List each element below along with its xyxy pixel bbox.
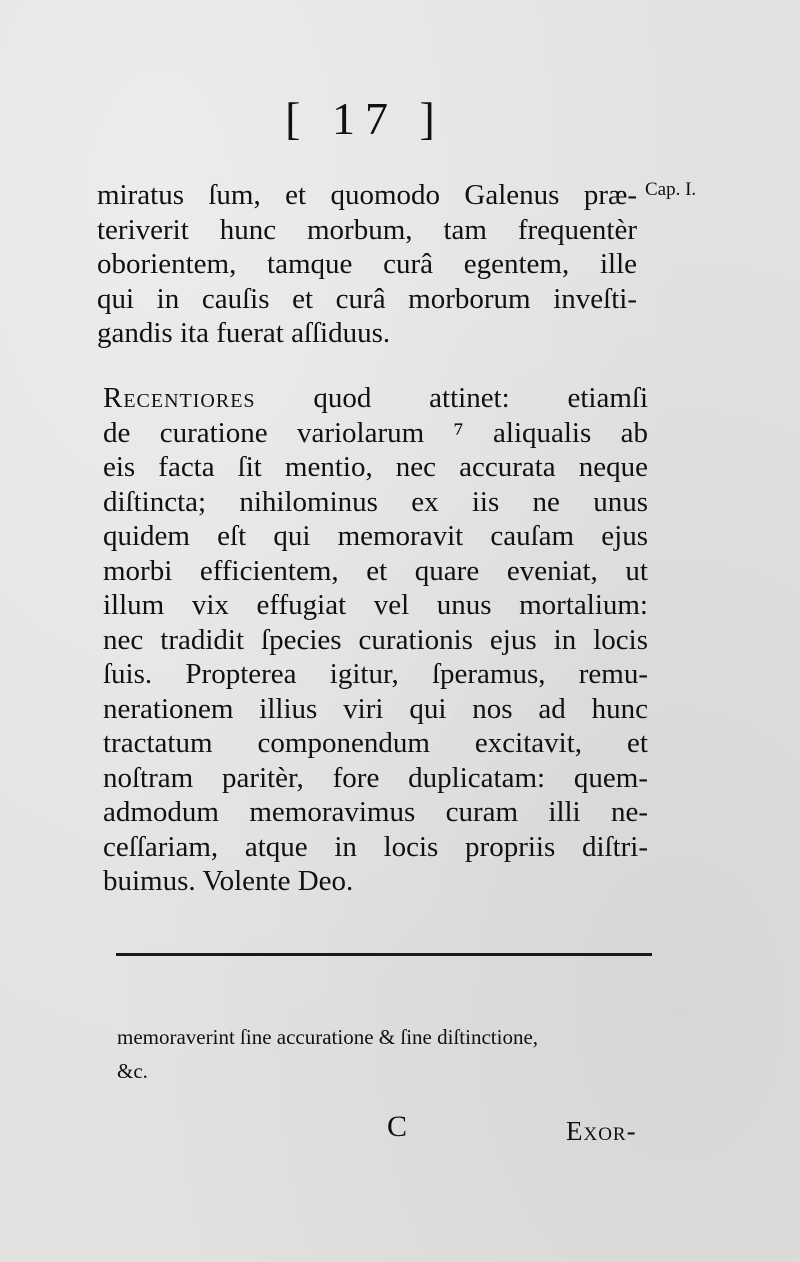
text-line: buimus. Volente Deo. [103,865,354,897]
text-line: illum vix effugiat vel unus mortalium: [103,589,648,621]
signature-mark: C [387,1110,408,1143]
text-line: noſtram paritèr, fore duplicatam: quem- [103,761,648,794]
text-line: oborientem, tamque curâ egentem, ille [97,248,637,280]
footnote-line: memoraverint ſine accuratione & ſine diſtinctione, [117,1025,539,1049]
text-line: de curatione variolarum ⁷ aliqualis ab [103,416,648,449]
text-line: quidem eſt qui memoravit cauſam ejus [103,520,648,552]
text-line: admodum memoravimus curam illi ne- [103,796,648,828]
text-line: tractatum componendum excitavit, et [103,727,648,759]
page-number: [ 17 ] [285,93,445,144]
paragraph-continuation [97,178,637,351]
text-line: diſtincta; nihilominus ex iis ne unus [103,485,648,518]
text-line: nec tradidit ſpecies curationis ejus in locis [103,623,648,656]
text-line-rest: quod attinet: etiamſi [255,382,648,414]
paragraph-lead-word: Recentiores [103,382,256,414]
footnote-rule [116,953,652,956]
text-line: teriverit hunc morbum, tam frequentèr [97,213,637,246]
footnote-line: &c. [117,1059,148,1083]
text-line: ceſſariam, atque in locis propriis diſtri- [103,830,648,863]
text-line: gandis ita fuerat aſſiduus. [97,317,391,349]
text-line: morbi efficientem, et quare eveniat, ut [103,554,648,587]
text-line: miratus ſum, et quomodo Galenus præ- [97,179,637,211]
catchword: Exor- [566,1116,637,1146]
text-line [103,381,648,416]
text-line: eis facta ſit mentio, nec accurata neque [103,451,648,483]
margin-note: Cap. I. [645,179,697,200]
text-line: nerationem illius viri qui nos ad hunc [103,692,648,725]
paragraph-recentiores [103,381,648,899]
text-line: qui in cauſis et curâ morborum inveſti- [97,282,637,315]
footnote [117,1020,662,1088]
text-line: ſuis. Propterea igitur, ſperamus, remu- [103,658,648,690]
